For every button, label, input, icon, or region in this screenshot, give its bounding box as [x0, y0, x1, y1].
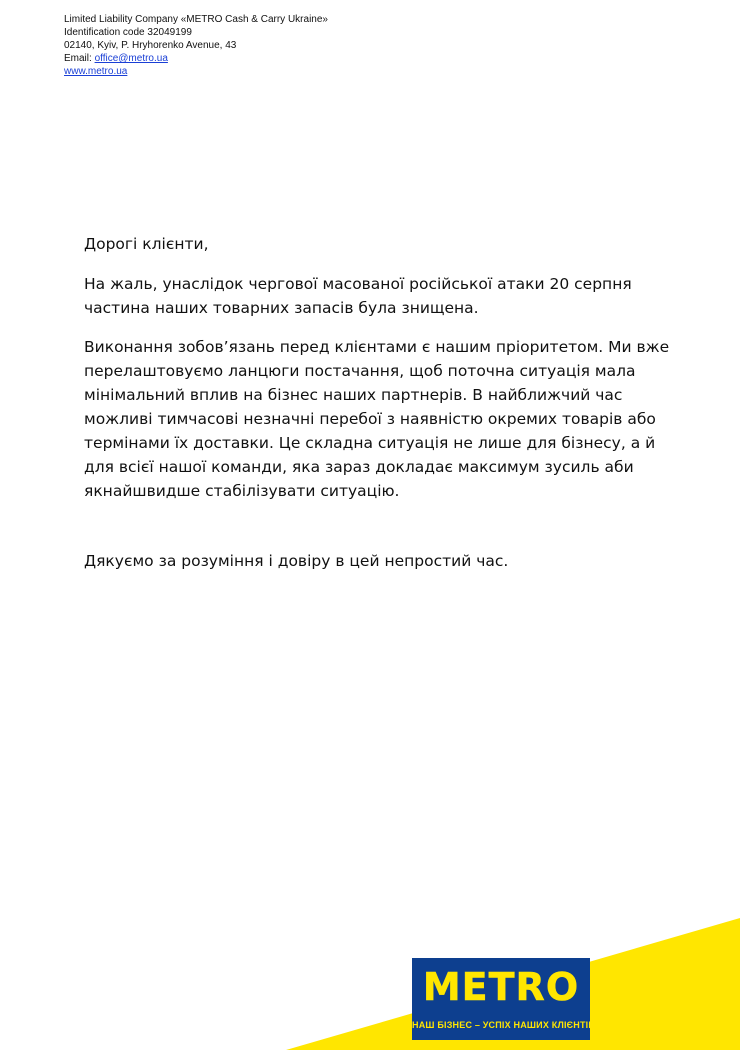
- metro-wordmark: METRO: [422, 965, 580, 1009]
- email-link[interactable]: office@metro.ua: [94, 53, 168, 64]
- email-label: Email:: [64, 53, 95, 64]
- company-address: 02140, Kyiv, P. Hryhorenko Avenue, 43: [64, 40, 237, 51]
- metro-tagline: НАШ БІЗНЕС – УСПІХ НАШИХ КЛІЄНТІВ: [412, 1020, 596, 1030]
- website-link[interactable]: www.metro.ua: [64, 66, 128, 77]
- metro-logo: [412, 958, 596, 1040]
- identification-code: Identification code 32049199: [64, 27, 192, 38]
- company-name: Limited Liability Company «METRO Cash & Carry Ukraine»: [64, 14, 328, 25]
- letter-greeting: Дорогі клієнти,: [84, 235, 209, 253]
- letter-paragraph-2: Виконання зобов’язань перед клієнтами є нашим пріоритетом. Ми вже перелаштовуємо ланцюги постачання, щоб поточна ситуація мала мінімальний вплив на бізнес наших партнерів. В найближчий час можливі тимчасові незначні перебої з наявністю окремих товарів або термінами їх доставки. Це складна ситуація не лише для бізнесу, а й для всієї нашої команди, яка зараз докладає максимум зусиль аби якнайшвидше стабілізувати ситуацію.: [84, 338, 670, 500]
- metro-wordmark-box: [420, 966, 582, 1009]
- letter-paragraph-1: На жаль, унаслідок чергової масованої російської атаки 20 серпня частина наших товарних запасів була знищена.: [84, 275, 632, 317]
- letter-closing: Дякуємо за розуміння і довіру в цей непростий час.: [84, 552, 509, 570]
